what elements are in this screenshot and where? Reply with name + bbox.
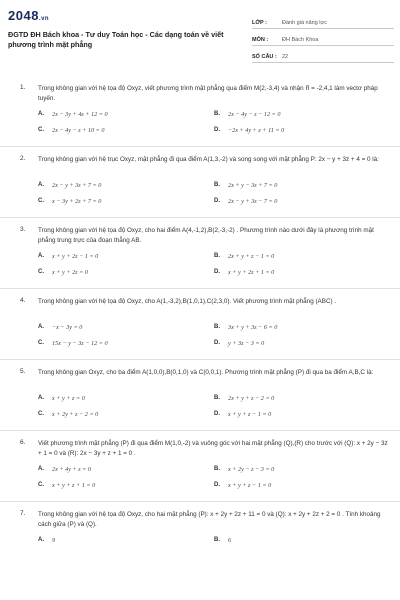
option-text: y + 3z − 3 = 0: [228, 339, 265, 347]
question-number: 7.: [20, 510, 26, 517]
option-text: x + y + 2z − 1 = 0: [52, 252, 99, 260]
question-text: Trong không gian với hệ tọa độ Oxyz, cho A(1,-3,2),B(1,0,1),C(2,3,0). Viết phương trình mặt phẳng (ABC) .: [38, 298, 337, 305]
question-number: 2.: [20, 155, 26, 162]
answer-options: [38, 529, 390, 548]
option-a[interactable]: [38, 461, 214, 477]
question-3: [0, 217, 400, 288]
option-letter: C.: [38, 198, 44, 204]
option-c[interactable]: [38, 406, 214, 422]
option-letter: D.: [214, 482, 220, 488]
option-a[interactable]: [38, 177, 214, 193]
option-letter: B.: [214, 324, 220, 330]
option-letter: D.: [214, 269, 220, 275]
meta-row-class: [252, 14, 394, 29]
option-c[interactable]: [38, 122, 214, 138]
option-letter: D.: [214, 411, 220, 417]
option-text: 6: [228, 536, 232, 544]
option-text: 2x + y − 3z + 7 = 0: [228, 181, 278, 189]
option-b[interactable]: [214, 390, 390, 406]
meta-value: ĐH Bách Khoa: [282, 37, 319, 43]
document-title: ĐGTD ĐH Bách khoa - Tư duy Toán học - Các dạng toán về viết phương trình mặt phẳng: [8, 30, 224, 49]
question-text: Trong không gian với hệ tọa độ Oxyz, cho hai mặt phẳng (P): x + 2y + 2z + 11 = 0 và (Q): x + 2y + 2z + 2 = 0 . Tính khoảng cách giữa (P) và (Q).: [38, 511, 381, 528]
option-text: 3x + y + 3z − 6 = 0: [228, 323, 278, 331]
question-number: 5.: [20, 368, 26, 375]
question-text: Trong không gian với hệ tọa độ Oxyz, viết phương trình mặt phẳng qua điểm M(2,-3,4) và nhận n⃗ = -2,4,1 làm vectơ pháp tuyến.: [38, 85, 378, 102]
option-letter: A.: [38, 182, 44, 188]
option-letter: C.: [38, 269, 44, 275]
option-text: x + 2y − z − 3 = 0: [228, 465, 275, 473]
answer-options: [38, 245, 390, 288]
meta-row-count: [252, 48, 394, 63]
option-a[interactable]: [38, 319, 214, 335]
option-letter: A.: [38, 395, 44, 401]
answer-options: [38, 458, 390, 501]
option-letter: B.: [214, 111, 220, 117]
option-letter: A.: [38, 111, 44, 117]
option-text: −2x + 4y + z + 11 = 0: [228, 126, 285, 134]
question-text: Trong không gian với hệ trục Oxyz, mặt phẳng đi qua điểm A(1,3,-2) và song song với mặt phẳng P: 2x − y + 3z + 4 = 0 là:: [38, 156, 379, 163]
meta-key: LỚP :: [252, 20, 267, 26]
document-meta: [252, 14, 394, 65]
option-c[interactable]: [38, 477, 214, 493]
question-5: [0, 359, 400, 430]
option-letter: A.: [38, 253, 44, 259]
option-text: 2x − y + 3z − 7 = 0: [228, 197, 278, 205]
option-a[interactable]: [38, 248, 214, 264]
answer-options: [38, 316, 390, 359]
question-number: 6.: [20, 439, 26, 446]
option-text: x + y + z = 0: [52, 394, 85, 402]
option-text: 2x + y + z − 2 = 0: [228, 394, 275, 402]
option-text: 2x − y + 3z + 7 = 0: [52, 181, 102, 189]
option-letter: C.: [38, 482, 44, 488]
question-6: [0, 430, 400, 501]
meta-key: MÔN :: [252, 37, 269, 43]
question-2: [0, 146, 400, 217]
option-letter: C.: [38, 127, 44, 133]
question-list: [0, 76, 400, 548]
option-text: 2x + y + z − 1 = 0: [228, 252, 275, 260]
question-text: Trong không gian Oxyz, cho ba điểm A(1,0,0),B(0,1,0) và C(0,0,1). Phương trình mặt phẳng (P) đi qua ba điểm A,B,C là:: [38, 369, 374, 376]
option-text: x + y + z − 1 = 0: [228, 410, 272, 418]
logo-main: 2048: [8, 8, 39, 23]
question-4: [0, 288, 400, 359]
option-letter: A.: [38, 324, 44, 330]
option-letter: D.: [214, 340, 220, 346]
option-text: 9: [52, 536, 56, 544]
answer-options: [38, 174, 390, 217]
answer-options: [38, 103, 390, 146]
option-letter: B.: [214, 182, 220, 188]
option-text: 2x + 4y + z = 0: [52, 465, 91, 473]
question-number: 4.: [20, 297, 26, 304]
option-letter: A.: [38, 537, 44, 543]
option-letter: C.: [38, 340, 44, 346]
option-letter: A.: [38, 466, 44, 472]
option-text: 2x − 4y − z + 10 = 0: [52, 126, 105, 134]
option-c[interactable]: [38, 264, 214, 280]
site-logo[interactable]: [8, 8, 49, 23]
option-text: x + y + 2z + 1 = 0: [228, 268, 275, 276]
meta-value: 22: [282, 54, 289, 60]
option-text: x − 3y + 2z + 7 = 0: [52, 197, 102, 205]
option-text: 2x − 3y + 4z + 12 = 0: [52, 110, 108, 118]
option-b[interactable]: [214, 532, 390, 548]
option-b[interactable]: [214, 319, 390, 335]
option-letter: B.: [214, 466, 220, 472]
option-b[interactable]: [214, 461, 390, 477]
option-d[interactable]: [214, 264, 390, 280]
option-letter: B.: [214, 253, 220, 259]
question-7: [0, 501, 400, 548]
question-text: Viết phương trình mặt phẳng (P) đi qua điểm M(1,0,-2) và vuông góc với hai mặt phẳng (Q),(R) cho trước với (Q): x + 2y − 3z + 1 = 0 và (R): 2x − 3y + z + 1 = 0 .: [38, 440, 388, 457]
option-d[interactable]: [214, 122, 390, 138]
option-c[interactable]: [38, 335, 214, 351]
option-text: x + 2y + z − 2 = 0: [52, 410, 99, 418]
option-d[interactable]: [214, 406, 390, 422]
question-1: [0, 76, 400, 146]
option-b[interactable]: [214, 177, 390, 193]
option-letter: D.: [214, 198, 220, 204]
meta-value: Đánh giá năng lực: [282, 20, 327, 26]
option-text: 2x − 4y − z − 12 = 0: [228, 110, 281, 118]
option-a[interactable]: [38, 390, 214, 406]
option-text: x + y + z + 1 = 0: [52, 481, 96, 489]
option-d[interactable]: [214, 477, 390, 493]
question-text: Trong không gian với hệ tọa độ Oxyz, cho hai điểm A(4,-1,2),B(2,-3,-2) . Phương trình nào dưới đây là phương trình mặt phẳng trung trực của đoạn thẳng AB.: [38, 227, 374, 244]
question-number: 1.: [20, 84, 26, 91]
answer-options: [38, 387, 390, 430]
option-b[interactable]: [214, 248, 390, 264]
option-a[interactable]: [38, 106, 214, 122]
option-text: x + y + 2z = 0: [52, 268, 88, 276]
meta-row-subject: [252, 31, 394, 46]
option-letter: B.: [214, 537, 220, 543]
question-number: 3.: [20, 226, 26, 233]
option-letter: D.: [214, 127, 220, 133]
option-text: 15x − y − 3z − 12 = 0: [52, 339, 108, 347]
option-text: x + y + z − 1 = 0: [228, 481, 272, 489]
option-c[interactable]: [38, 193, 214, 209]
option-letter: B.: [214, 395, 220, 401]
document-header: [0, 0, 400, 66]
option-d[interactable]: [214, 193, 390, 209]
option-d[interactable]: [214, 335, 390, 351]
option-a[interactable]: [38, 532, 214, 548]
option-letter: C.: [38, 411, 44, 417]
meta-key: SỐ CÂU :: [252, 54, 277, 60]
logo-suffix: .vn: [38, 16, 50, 22]
option-text: −x − 3y = 0: [52, 323, 83, 331]
option-b[interactable]: [214, 106, 390, 122]
